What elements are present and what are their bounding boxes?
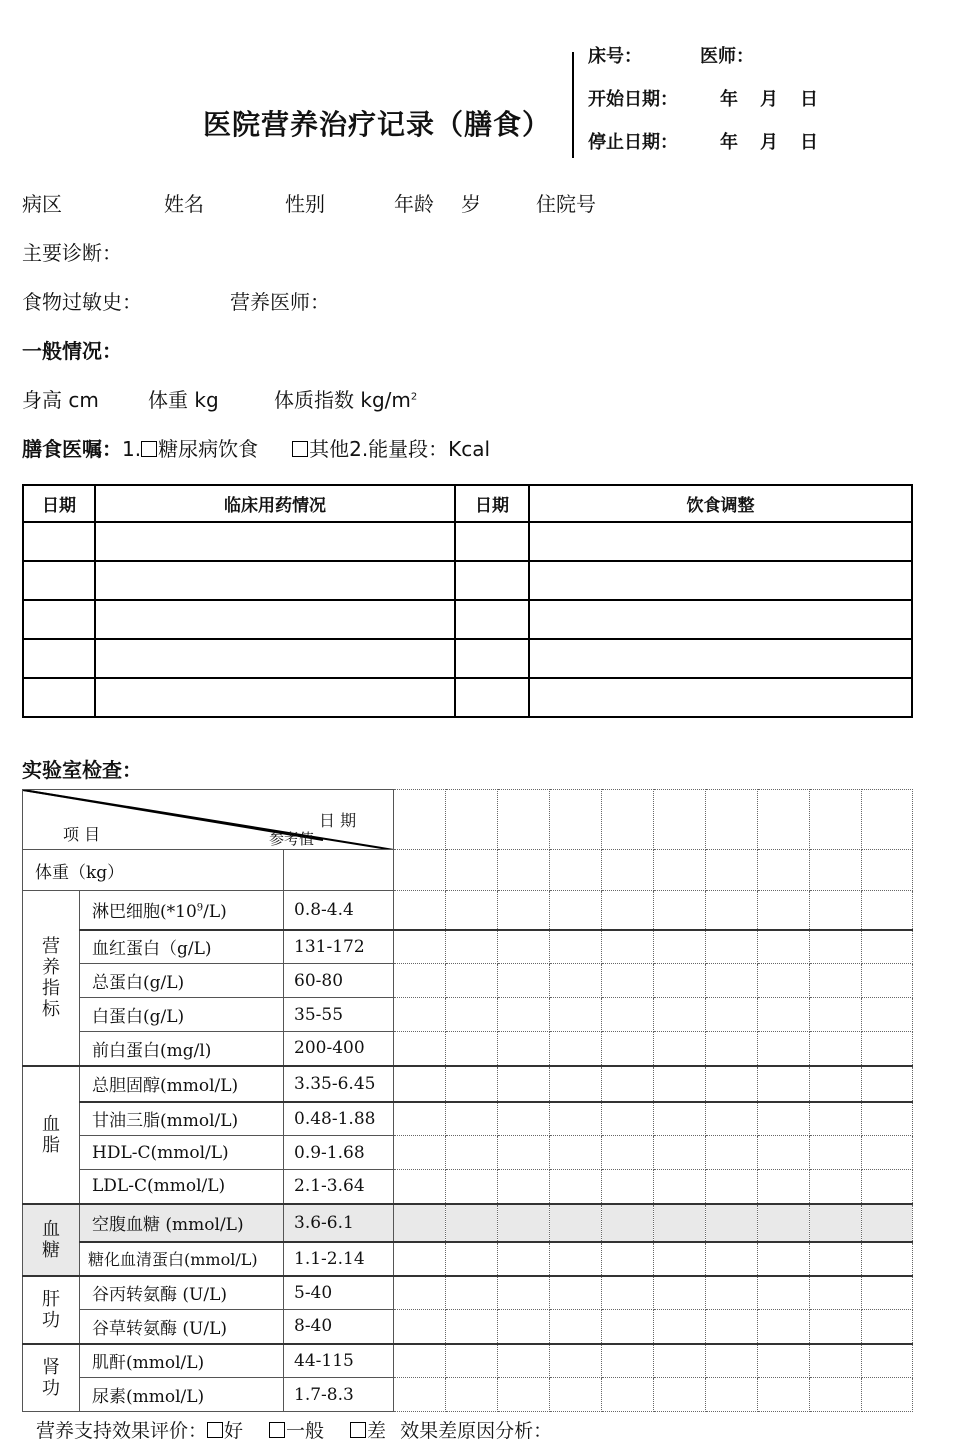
table-row (23, 1102, 913, 1136)
start-year: 年 (720, 89, 738, 110)
table-cell[interactable] (95, 600, 455, 639)
lab-ref: 3.6-6.1 (284, 1204, 394, 1242)
lab-heading: 实验室检查： (22, 758, 142, 782)
lab-item: 谷草转氨酶 (U/L) (80, 1310, 284, 1344)
table-row (23, 1242, 913, 1276)
table-row (23, 1066, 913, 1102)
table-row (23, 1378, 913, 1412)
col-medication: 临床用药情况 (95, 485, 455, 522)
lab-ref: 8-40 (284, 1310, 394, 1344)
age-field: 年龄 (394, 192, 434, 216)
checkbox-icon[interactable] (292, 441, 308, 457)
general-heading: 一般情况： (22, 339, 122, 363)
table-cell[interactable] (455, 639, 529, 678)
allergy-field: 食物过敏史： (22, 290, 142, 314)
table-row (23, 1136, 913, 1170)
lab-item: 谷丙转氨酶 (U/L) (80, 1276, 284, 1310)
dietitian-field: 营养医师： (230, 290, 330, 314)
lab-item: 白蛋白(g/L) (80, 998, 284, 1032)
lab-item: LDL-C(mmol/L) (80, 1170, 284, 1204)
col-date: 日期 (23, 485, 95, 522)
table-row (23, 522, 912, 561)
table-row (23, 561, 912, 600)
height-field: 身高 cm (22, 388, 99, 412)
table-cell[interactable] (455, 561, 529, 600)
analysis-label: 效果差原因分析： (400, 1420, 553, 1442)
table-cell[interactable] (95, 522, 455, 561)
bmi-field: 体质指数 $kg/m^2$ (274, 388, 418, 412)
table-row (23, 1204, 913, 1242)
stop-year: 年 (720, 132, 738, 153)
page-title: 医院营养治疗记录（膳食） (203, 108, 552, 141)
lab-ref: 44-115 (284, 1344, 394, 1378)
table-cell[interactable] (95, 678, 455, 717)
table-cell[interactable] (23, 678, 95, 717)
lab-item: 总胆固醇(mmol/L) (80, 1066, 284, 1102)
table-cell[interactable] (95, 639, 455, 678)
table-cell[interactable] (23, 561, 95, 600)
lab-ref: 60-80 (284, 964, 394, 998)
table-cell[interactable] (529, 678, 912, 717)
stop-date-label: 停止日期： (588, 132, 678, 153)
doctor-label: 医师： (700, 46, 754, 67)
table-cell[interactable] (455, 600, 529, 639)
group-kidney: 肾功 (23, 1344, 80, 1412)
table-cell[interactable] (455, 522, 529, 561)
sex-field: 性别 (285, 192, 325, 216)
start-day: 日 (800, 89, 818, 110)
bed-label: 床号： (588, 46, 642, 67)
lab-table (22, 789, 913, 1412)
weight-field: 体重 kg (148, 388, 219, 412)
header-divider (572, 52, 574, 158)
lab-ref: 0.8-4.4 (284, 891, 394, 930)
checkbox-icon[interactable] (207, 1422, 223, 1438)
col-diet-adjustment: 饮食调整 (529, 485, 912, 522)
table-cell[interactable] (23, 639, 95, 678)
age-unit: 岁 (461, 192, 481, 216)
table-cell[interactable] (95, 561, 455, 600)
table-cell[interactable] (23, 522, 95, 561)
lab-item: 总蛋白(g/L) (80, 964, 284, 998)
stop-month: 月 (760, 132, 778, 153)
medication-table (22, 484, 913, 718)
table-row (23, 1276, 913, 1310)
admission-number-field: 住院号 (536, 192, 596, 216)
other-diet-option: 其他 (309, 437, 350, 461)
lab-corner-cell (23, 790, 394, 850)
lab-header-row (23, 790, 913, 850)
ward-field: 病区 (22, 192, 62, 216)
lab-ref: 1.7-8.3 (284, 1378, 394, 1412)
lab-ref: 1.1-2.14 (284, 1242, 394, 1276)
lab-item: 糖化血清蛋白(mmol/L) (80, 1242, 284, 1276)
evaluation-line (36, 1416, 552, 1443)
diet-order-heading: 膳食医嘱： (22, 437, 122, 461)
table-cell[interactable] (529, 639, 912, 678)
table-row (23, 639, 912, 678)
stop-day: 日 (800, 132, 818, 153)
lab-ref: 131-172 (284, 930, 394, 964)
diet-order-line (22, 433, 490, 462)
table-row (23, 1344, 913, 1378)
checkbox-icon[interactable] (269, 1422, 285, 1438)
checkbox-icon[interactable] (350, 1422, 366, 1438)
table-cell[interactable] (529, 561, 912, 600)
table-row (23, 930, 913, 964)
lab-ref: 0.9-1.68 (284, 1136, 394, 1170)
lab-item: HDL-C(mmol/L) (80, 1136, 284, 1170)
corner-item-label: 项 目 (63, 825, 101, 844)
table-row (23, 850, 913, 891)
lab-ref: 35-55 (284, 998, 394, 1032)
start-date-label: 开始日期： (588, 89, 678, 110)
lab-ref: 3.35-6.45 (284, 1066, 394, 1102)
name-field: 姓名 (164, 192, 204, 216)
lab-item: 甘油三脂(mmol/L) (80, 1102, 284, 1136)
table-row (23, 998, 913, 1032)
lab-ref: 2.1-3.64 (284, 1170, 394, 1204)
lab-item: 尿素(mmol/L) (80, 1378, 284, 1412)
eval-poor: 差 (367, 1420, 387, 1442)
table-row (23, 1310, 913, 1344)
energy-field: 2.能量段：Kcal (349, 437, 491, 461)
group-lipid: 血脂 (23, 1066, 80, 1204)
corner-date-label: 日 期 (319, 811, 357, 830)
table-row (23, 1170, 913, 1204)
table-cell[interactable] (529, 600, 912, 639)
eval-fair: 一般 (286, 1420, 325, 1442)
lab-ref: 5-40 (284, 1276, 394, 1310)
lab-item: 空腹血糖 (mmol/L) (80, 1204, 284, 1242)
group-glucose: 血糖 (23, 1204, 80, 1276)
lab-item: 血红蛋白（g/L) (80, 930, 284, 964)
lab-ref: 0.48-1.88 (284, 1102, 394, 1136)
lab-item: 淋巴细胞$(*10^9/L)$ (80, 891, 284, 930)
table-cell[interactable] (455, 678, 529, 717)
table-row (23, 600, 912, 639)
lab-item: 前白蛋白(mg/l) (80, 1032, 284, 1066)
checkbox-icon[interactable] (141, 441, 157, 457)
table-row (23, 1032, 913, 1066)
table-row (23, 964, 913, 998)
lab-item: 肌酐(mmol/L) (80, 1344, 284, 1378)
table-row (23, 678, 912, 717)
table-row (23, 891, 913, 930)
evaluation-label: 营养支持效果评价： (36, 1420, 208, 1442)
option-1-prefix: 1. (122, 437, 142, 461)
start-month: 月 (760, 89, 778, 110)
eval-good: 好 (224, 1420, 244, 1442)
table-cell[interactable] (529, 522, 912, 561)
diabetic-diet-option: 糖尿病饮食 (158, 437, 259, 461)
weight-row-label: 体重（kg） (23, 850, 284, 891)
table-cell[interactable] (23, 600, 95, 639)
corner-ref-label: 参考值 (269, 830, 315, 848)
col-date-2: 日期 (455, 485, 529, 522)
lab-ref: 200-400 (284, 1032, 394, 1066)
diagnosis-field: 主要诊断： (22, 241, 122, 265)
group-liver: 肝功 (23, 1276, 80, 1344)
group-nutrition: 营养指标 (23, 891, 80, 1066)
